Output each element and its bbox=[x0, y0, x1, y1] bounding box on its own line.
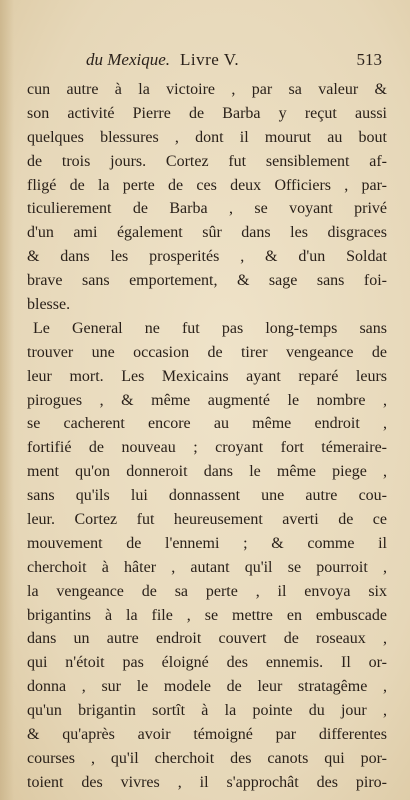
text-line: pirogues , & même augmenté le nombre , bbox=[27, 391, 387, 409]
text-line: quelques blessures , dont il mourut au bout bbox=[27, 128, 387, 146]
text-line: fortifié de nouveau ; croyant fort témeraire- bbox=[27, 439, 387, 457]
text-line: trouver une occasion de tirer vengeance de bbox=[27, 343, 387, 361]
text-line: blesse. bbox=[27, 296, 71, 314]
text-line: brave sans emportement, & sage sans foi- bbox=[27, 272, 387, 290]
text-line: sans qu'ils lui donnassent une autre cou- bbox=[27, 487, 387, 505]
text-line: ticulierement de Barba , se voyant privé bbox=[27, 200, 387, 218]
body-text bbox=[27, 78, 387, 795]
text-line: toient des vivres , il s'approchât des piro- bbox=[27, 773, 387, 791]
page-number: 513 bbox=[356, 50, 382, 69]
text-line: de trois jours. Cortez fut sensiblement af- bbox=[27, 152, 387, 170]
text-line: Le General ne fut pas long-temps sans bbox=[33, 319, 387, 337]
text-line: d'un ami également sûr dans les disgraces bbox=[27, 224, 387, 242]
text-line: ment qu'on donneroit dans le même piege , bbox=[27, 463, 387, 481]
text-line: & dans les prosperités , & d'un Soldat bbox=[27, 248, 387, 266]
text-line: & qu'après avoir témoigné par differentes bbox=[27, 726, 387, 744]
book-label: Livre V. bbox=[180, 50, 240, 69]
text-line: donna , sur le modele de leur stratagême , bbox=[27, 678, 387, 696]
text-line: la vengeance de sa perte , il envoya six bbox=[27, 582, 387, 600]
text-line: leur mort. Les Mexicains ayant reparé leurs bbox=[27, 367, 387, 385]
text-line: mouvement de l'ennemi ; & comme il bbox=[27, 534, 387, 552]
text-line: leur. Cortez fut heureusement averti de ce bbox=[27, 511, 387, 529]
running-header bbox=[86, 50, 386, 74]
page-binding-shadow bbox=[0, 0, 14, 800]
running-title: du Mexique. bbox=[86, 50, 171, 69]
text-line: brigantins à la file , se mettre en embuscade bbox=[27, 606, 387, 624]
text-line: son activité Pierre de Barba y reçut aussi bbox=[27, 104, 387, 122]
text-line: cherchoit à hâter , autant qu'il se pourroit , bbox=[27, 558, 387, 576]
text-line: se cacherent encore au même endroit , bbox=[27, 415, 387, 433]
text-line: cun autre à la victoire , par sa valeur & bbox=[27, 81, 387, 98]
text-line: courses , qu'il cherchoit des canots qui por- bbox=[27, 749, 387, 767]
text-line: qui n'étoit pas éloigné des ennemis. Il or- bbox=[27, 654, 387, 672]
text-line: qu'un brigantin sortît à la pointe du jour , bbox=[27, 702, 387, 720]
text-line: fligé de la perte de ces deux Officiers , par- bbox=[27, 176, 387, 194]
text-line: dans un autre endroit couvert de roseaux , bbox=[27, 630, 387, 648]
